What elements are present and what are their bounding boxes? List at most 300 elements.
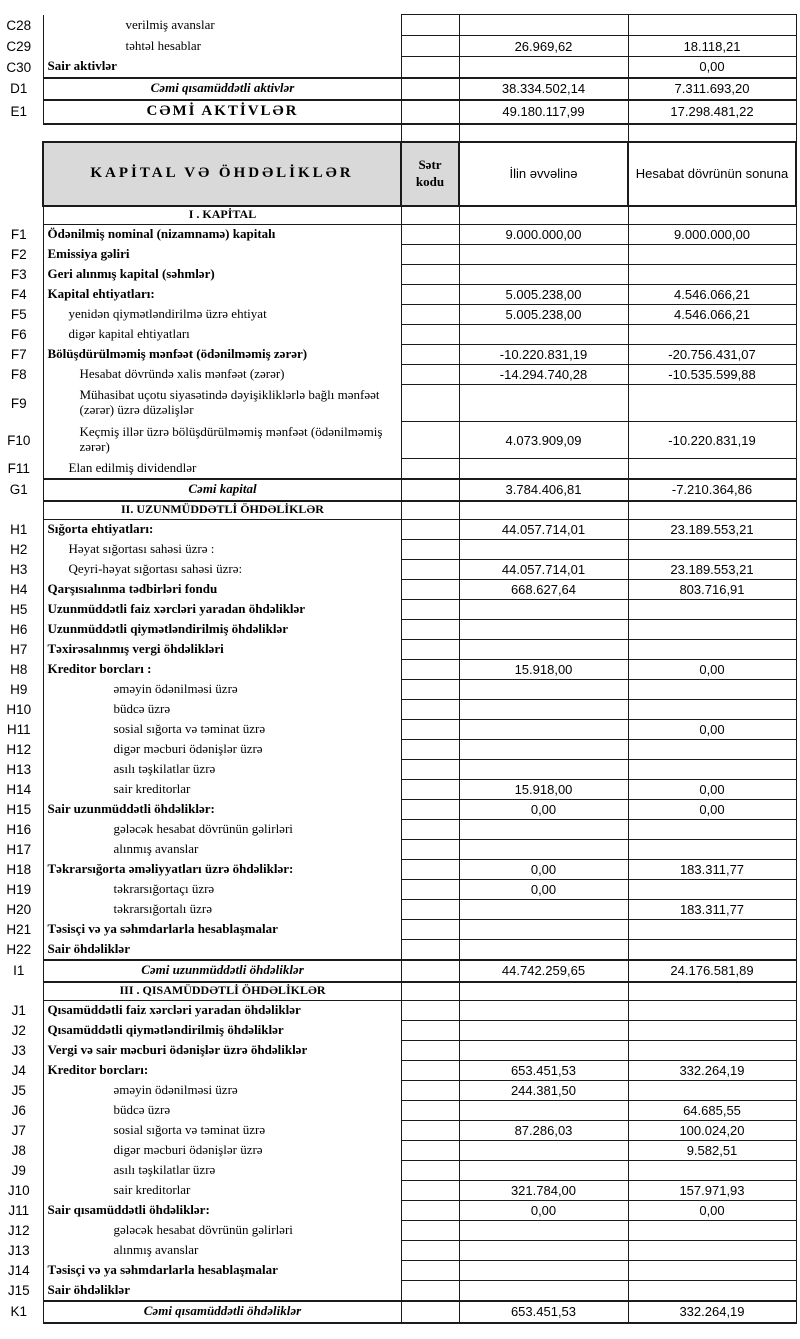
setr-kodu-cell [401, 78, 459, 100]
value-year-start [459, 920, 628, 940]
table-row-J6 [1, 1101, 796, 1121]
setr-kodu-cell [401, 740, 459, 760]
table-row-F1 [1, 225, 796, 245]
value-year-start [459, 265, 628, 285]
row-label: Təsisçi və ya səhmdarlarla hesablaşmalar [43, 1261, 401, 1281]
setr-kodu-cell [401, 1041, 459, 1061]
table-row-F6 [1, 325, 796, 345]
row-code-column-header [401, 142, 459, 206]
value-year-start: 653.451,53 [459, 1061, 628, 1081]
value-year-start: 668.627,64 [459, 580, 628, 600]
setr-kodu-cell [401, 345, 459, 365]
row-id: H1 [10, 522, 28, 537]
section-header-row [1, 982, 796, 1001]
table-row-H9 [1, 680, 796, 700]
table-row-H17 [1, 840, 796, 860]
value-period-end: 332.264,19 [628, 1301, 796, 1323]
value-period-end: 0,00 [628, 57, 796, 78]
setr-kodu-cell [401, 720, 459, 740]
value-year-start: 5.005.238,00 [459, 285, 628, 305]
row-label: Ödənilmiş nominal (nizamnamə) kapitalı [43, 225, 401, 245]
setr-kodu-cell [401, 780, 459, 800]
table-row-H5 [1, 600, 796, 620]
value-period-end: 100.024,20 [628, 1121, 796, 1141]
setr-kodu-cell [401, 1141, 459, 1161]
row-label: Geri alınmış kapital (səhmlər) [43, 265, 401, 285]
value-period-end: 0,00 [628, 1201, 796, 1221]
table-row-F7 [1, 345, 796, 365]
header-gutter [1, 142, 43, 206]
value-year-start [459, 245, 628, 265]
row-id: J1 [11, 1003, 26, 1018]
row-id: H5 [10, 602, 28, 617]
balance-sheet-table [1, 14, 797, 1324]
row-label: Sair aktivlər [43, 57, 401, 78]
row-id: F1 [10, 227, 27, 242]
row-id: H11 [6, 722, 31, 737]
section-header-row [1, 501, 796, 520]
row-label: asılı təşkilatlar üzrə [43, 760, 401, 780]
row-label: Həyat sığortası sahəsi üzrə : [43, 540, 401, 560]
row-label: digər məcburi ödənişlər üzrə [43, 740, 401, 760]
table-row-H4 [1, 580, 796, 600]
row-id: F8 [10, 367, 27, 382]
setr-kodu-cell [401, 1281, 459, 1301]
row-label: sosial sığorta və təminat üzrə [43, 1121, 401, 1141]
setr-kodu-cell [401, 700, 459, 720]
section-header-row [1, 206, 796, 225]
row-id: J12 [7, 1223, 30, 1238]
value-year-start [459, 459, 628, 479]
row-id: J10 [7, 1183, 30, 1198]
row-label: III . QISAMÜDDƏTLİ ÖHDƏLİKLƏR [43, 982, 401, 1001]
setr-kodu-cell [401, 285, 459, 305]
setr-kodu-cell [401, 982, 459, 1001]
row-id: H20 [6, 902, 32, 917]
value-year-start: 0,00 [459, 1201, 628, 1221]
table-row-J7 [1, 1121, 796, 1141]
setr-kodu-cell [401, 501, 459, 520]
value-year-start: 15.918,00 [459, 780, 628, 800]
setr-kodu-cell [401, 1021, 459, 1041]
setr-kodu-cell [401, 800, 459, 820]
value-year-start [459, 1021, 628, 1041]
setr-kodu-cell [401, 1181, 459, 1201]
value-year-start [459, 15, 628, 36]
value-period-end: 332.264,19 [628, 1061, 796, 1081]
table-row-H13 [1, 760, 796, 780]
row-id: H4 [10, 582, 28, 597]
row-label: Cəmi qısamüddətli aktivlər [43, 78, 401, 100]
value-year-start [459, 640, 628, 660]
value-year-start [459, 820, 628, 840]
value-year-start [459, 1161, 628, 1181]
value-period-end [628, 760, 796, 780]
value-period-end: 9.000.000,00 [628, 225, 796, 245]
row-id: D1 [10, 81, 28, 96]
setr-kodu-cell [401, 600, 459, 620]
row-label: büdcə üzrə [43, 1101, 401, 1121]
value-period-end: 18.118,21 [628, 36, 796, 57]
setr-kodu-cell [401, 1121, 459, 1141]
table-row-H11 [1, 720, 796, 740]
row-id: F4 [10, 287, 27, 302]
value-period-end [628, 1221, 796, 1241]
value-year-start: 44.057.714,01 [459, 520, 628, 540]
value-period-end [628, 459, 796, 479]
row-label: digər məcburi ödənişlər üzrə [43, 1141, 401, 1161]
value-period-end [628, 920, 796, 940]
value-year-start [459, 540, 628, 560]
table-row-C30 [1, 57, 796, 78]
row-label: Cəmi qısamüddətli öhdəliklər [43, 1301, 401, 1323]
row-id: I1 [13, 963, 25, 978]
table-row-J15 [1, 1281, 796, 1301]
spacer-cell [401, 124, 459, 142]
row-id: H21 [6, 922, 32, 937]
header-band [1, 124, 796, 206]
row-id: J2 [11, 1023, 26, 1038]
row-id: H18 [6, 862, 32, 877]
value-year-start [459, 760, 628, 780]
table-row-F5 [1, 305, 796, 325]
row-id: E1 [10, 104, 27, 119]
setr-kodu-cell [401, 580, 459, 600]
table-row-F3 [1, 265, 796, 285]
row-label: Uzunmüddətli qiymətləndirilmiş öhdəliklər [43, 620, 401, 640]
spacer-cell [1, 124, 43, 142]
value-period-end [628, 940, 796, 960]
setr-kodu-cell [401, 15, 459, 36]
value-year-start [459, 1041, 628, 1061]
row-label: asılı təşkilatlar üzrə [43, 1161, 401, 1181]
value-year-start: 87.286,03 [459, 1121, 628, 1141]
table-row-J8 [1, 1141, 796, 1161]
setr-kodu-cell [401, 206, 459, 225]
row-label: Kreditor borcları: [43, 1061, 401, 1081]
table-row-H22 [1, 940, 796, 960]
value-period-end: -20.756.431,07 [628, 345, 796, 365]
setr-kodu-cell [401, 760, 459, 780]
setr-kodu-cell [401, 57, 459, 78]
table-row-F8 [1, 365, 796, 385]
setr-kodu-cell [401, 305, 459, 325]
table-row-C29 [1, 36, 796, 57]
value-year-start [459, 940, 628, 960]
row-id: F3 [10, 267, 27, 282]
value-year-start: 244.381,50 [459, 1081, 628, 1101]
row-label: gələcək hesabat dövrünün gəlirləri [43, 820, 401, 840]
row-label: digər kapital ehtiyatları [43, 325, 401, 345]
row-id: J14 [7, 1263, 30, 1278]
row-label: əməyin ödənilməsi üzrə [43, 680, 401, 700]
value-year-start: 321.784,00 [459, 1181, 628, 1201]
value-period-end: 17.298.481,22 [628, 100, 796, 124]
row-label: Sığorta ehtiyatları: [43, 520, 401, 540]
value-year-start [459, 501, 628, 520]
row-id: J13 [7, 1243, 30, 1258]
row-label: Bölüşdürülməmiş mənfəət (ödənilməmiş zərər) [43, 345, 401, 365]
value-year-start [459, 1001, 628, 1021]
table-row-H6 [1, 620, 796, 640]
value-period-end [628, 1041, 796, 1061]
table-row-H15 [1, 800, 796, 820]
row-id: J6 [11, 1103, 26, 1118]
row-label: Hesabat dövründə xalis mənfəət (zərər) [43, 365, 401, 385]
row-id: H13 [6, 762, 32, 777]
row-id: C30 [6, 59, 32, 75]
row-label: Sair öhdəliklər [43, 1281, 401, 1301]
row-label: Emissiya gəliri [43, 245, 401, 265]
row-id: F9 [10, 395, 27, 411]
row-id: H10 [6, 702, 32, 717]
row-id: H19 [6, 882, 32, 897]
row-id: H17 [6, 842, 32, 857]
spacer-row [1, 124, 796, 142]
table-row-J10 [1, 1181, 796, 1201]
row-id: H15 [6, 802, 32, 817]
row-label: yenidən qiymətləndirilmə üzrə ehtiyat [43, 305, 401, 325]
table-row-J9 [1, 1161, 796, 1181]
value-period-end: 24.176.581,89 [628, 960, 796, 982]
value-period-end: 4.546.066,21 [628, 305, 796, 325]
row-id: K1 [10, 1304, 27, 1319]
value-year-start [459, 700, 628, 720]
value-year-start [459, 1141, 628, 1161]
value-year-start: 5.005.238,00 [459, 305, 628, 325]
row-id: J3 [11, 1043, 26, 1058]
value-period-end [628, 840, 796, 860]
row-id: J11 [8, 1203, 30, 1218]
table-row-E1 [1, 100, 796, 124]
value-year-start [459, 1101, 628, 1121]
setr-kodu-cell [401, 880, 459, 900]
row-id: F5 [10, 307, 27, 322]
section-title: KAPİTAL VƏ ÖHDƏLİKLƏR [43, 142, 401, 206]
row-label: alınmış avanslar [43, 1241, 401, 1261]
spacer-cell [628, 124, 796, 142]
value-period-end [628, 640, 796, 660]
table-row-J1 [1, 1001, 796, 1021]
row-label: sair kreditorlar [43, 780, 401, 800]
table-row-H16 [1, 820, 796, 840]
setr-kodu-cell [401, 422, 459, 459]
setr-kodu-cell [401, 1261, 459, 1281]
value-year-start [459, 982, 628, 1001]
row-label: Qeyri-həyat sığortası sahəsi üzrə: [43, 560, 401, 580]
table-row-J4 [1, 1061, 796, 1081]
row-id: J4 [11, 1063, 26, 1078]
setr-kodu-cell [401, 385, 459, 422]
row-id: H12 [6, 742, 32, 757]
row-label: sair kreditorlar [43, 1181, 401, 1201]
value-period-end: 23.189.553,21 [628, 520, 796, 540]
value-year-start [459, 325, 628, 345]
value-year-start: 0,00 [459, 800, 628, 820]
value-period-end [628, 385, 796, 422]
row-label: təkrarsığortalı üzrə [43, 900, 401, 920]
value-period-end [628, 1161, 796, 1181]
value-period-end [628, 620, 796, 640]
row-id: F7 [10, 347, 27, 362]
setr-kodu-cell [401, 660, 459, 680]
value-year-start: 38.334.502,14 [459, 78, 628, 100]
table-row-G1 [1, 479, 796, 501]
value-period-end: 183.311,77 [628, 860, 796, 880]
value-period-end [628, 740, 796, 760]
row-code-header-line1: Sətr [418, 156, 442, 172]
row-id: G1 [9, 482, 28, 497]
value-period-end: 23.189.553,21 [628, 560, 796, 580]
value-year-start [459, 1221, 628, 1241]
value-period-end: 0,00 [628, 780, 796, 800]
value-year-start: 0,00 [459, 880, 628, 900]
setr-kodu-cell [401, 680, 459, 700]
value-year-start: 15.918,00 [459, 660, 628, 680]
table-row-C28 [1, 15, 796, 36]
value-period-end [628, 680, 796, 700]
value-period-end [628, 245, 796, 265]
value-year-start [459, 57, 628, 78]
setr-kodu-cell [401, 245, 459, 265]
row-label: verilmiş avanslar [43, 15, 401, 36]
row-label: təhtəl hesablar [43, 36, 401, 57]
value-period-end: -7.210.364,86 [628, 479, 796, 501]
spacer-cell [459, 124, 628, 142]
row-code-header-line2: kodu [415, 173, 445, 189]
value-period-end [628, 1021, 796, 1041]
value-period-end [628, 1241, 796, 1261]
row-label: Vergi və sair məcburi ödənişlər üzrə öhdəliklər [43, 1041, 401, 1061]
row-label: təkrarsığortaçı üzrə [43, 880, 401, 900]
value-year-start: 0,00 [459, 860, 628, 880]
value-year-start [459, 1281, 628, 1301]
value-period-end: 803.716,91 [628, 580, 796, 600]
value-year-start [459, 206, 628, 225]
row-id: H3 [10, 562, 28, 577]
value-year-start: 44.057.714,01 [459, 560, 628, 580]
row-id: J7 [11, 1123, 26, 1138]
row-label: Mühasibat uçotu siyasətində dəyişikliklərlə bağlı mənfəət (zərər) üzrə düzəlişlər [43, 385, 401, 422]
table-row-H14 [1, 780, 796, 800]
table-row-D1 [1, 78, 796, 100]
value-period-end: 9.582,51 [628, 1141, 796, 1161]
setr-kodu-cell [401, 840, 459, 860]
value-year-start [459, 740, 628, 760]
value-period-end: -10.220.831,19 [628, 422, 796, 459]
table-row-F4 [1, 285, 796, 305]
table-row-F10 [1, 422, 796, 459]
setr-kodu-cell [401, 1161, 459, 1181]
balance-sheet [1, 14, 800, 1324]
row-id [1, 206, 43, 225]
table-row-H3 [1, 560, 796, 580]
setr-kodu-cell [401, 479, 459, 501]
row-label: Elan edilmiş dividendlər [43, 459, 401, 479]
row-id: F10 [7, 432, 31, 448]
row-label: CƏMİ AKTİVLƏR [43, 100, 401, 124]
table-row-H21 [1, 920, 796, 940]
row-id: C29 [6, 38, 32, 54]
table-row-F2 [1, 245, 796, 265]
setr-kodu-cell [401, 36, 459, 57]
value-period-end [628, 1081, 796, 1101]
value-period-end: 183.311,77 [628, 900, 796, 920]
table-row-J14 [1, 1261, 796, 1281]
table-row-I1 [1, 960, 796, 982]
value-year-start: 653.451,53 [459, 1301, 628, 1323]
setr-kodu-cell [401, 920, 459, 940]
value-period-end: 0,00 [628, 720, 796, 740]
value-year-start: -10.220.831,19 [459, 345, 628, 365]
row-id: H2 [10, 542, 28, 557]
setr-kodu-cell [401, 365, 459, 385]
setr-kodu-cell [401, 520, 459, 540]
row-label: Cəmi uzunmüddətli öhdəliklər [43, 960, 401, 982]
value-year-start: 44.742.259,65 [459, 960, 628, 982]
value-period-end [628, 501, 796, 520]
value-year-start [459, 680, 628, 700]
value-year-start [459, 900, 628, 920]
table-row-H20 [1, 900, 796, 920]
setr-kodu-cell [401, 560, 459, 580]
row-label: I . KAPİTAL [43, 206, 401, 225]
value-year-start: -14.294.740,28 [459, 365, 628, 385]
value-period-end: -10.535.599,88 [628, 365, 796, 385]
value-period-end: 0,00 [628, 660, 796, 680]
setr-kodu-cell [401, 1001, 459, 1021]
table-header-row [1, 142, 796, 206]
row-id: F6 [10, 327, 27, 342]
row-id: H16 [6, 822, 32, 837]
value-period-end [628, 982, 796, 1001]
table-row-H12 [1, 740, 796, 760]
row-label: Sair uzunmüddətli öhdəliklər: [43, 800, 401, 820]
value-period-end: 7.311.693,20 [628, 78, 796, 100]
row-label: alınmış avanslar [43, 840, 401, 860]
column-header-year-start: İlin əvvəlinə [459, 142, 628, 206]
row-label: Qarşısıalınma tədbirləri fondu [43, 580, 401, 600]
setr-kodu-cell [401, 540, 459, 560]
setr-kodu-cell [401, 1081, 459, 1101]
spacer-cell [43, 124, 401, 142]
setr-kodu-cell [401, 820, 459, 840]
setr-kodu-cell [401, 1241, 459, 1261]
row-label: büdcə üzrə [43, 700, 401, 720]
table-row-J2 [1, 1021, 796, 1041]
setr-kodu-cell [401, 100, 459, 124]
table-row-J12 [1, 1221, 796, 1241]
row-label: Qısamüddətli faiz xərcləri yaradan öhdəliklər [43, 1001, 401, 1021]
table-row-H18 [1, 860, 796, 880]
value-year-start [459, 600, 628, 620]
value-year-start [459, 385, 628, 422]
row-id: F2 [10, 247, 27, 262]
row-id: C28 [6, 17, 32, 33]
row-label: II. UZUNMÜDDƏTLİ ÖHDƏLİKLƏR [43, 501, 401, 520]
value-period-end: 4.546.066,21 [628, 285, 796, 305]
row-id [1, 501, 43, 520]
row-id: H7 [10, 642, 28, 657]
row-label: Kapital ehtiyatları: [43, 285, 401, 305]
value-period-end [628, 265, 796, 285]
setr-kodu-cell [401, 1061, 459, 1081]
setr-kodu-cell [401, 1301, 459, 1323]
table-row-J3 [1, 1041, 796, 1061]
row-label: Sair öhdəliklər [43, 940, 401, 960]
setr-kodu-cell [401, 459, 459, 479]
row-label: Cəmi kapital [43, 479, 401, 501]
